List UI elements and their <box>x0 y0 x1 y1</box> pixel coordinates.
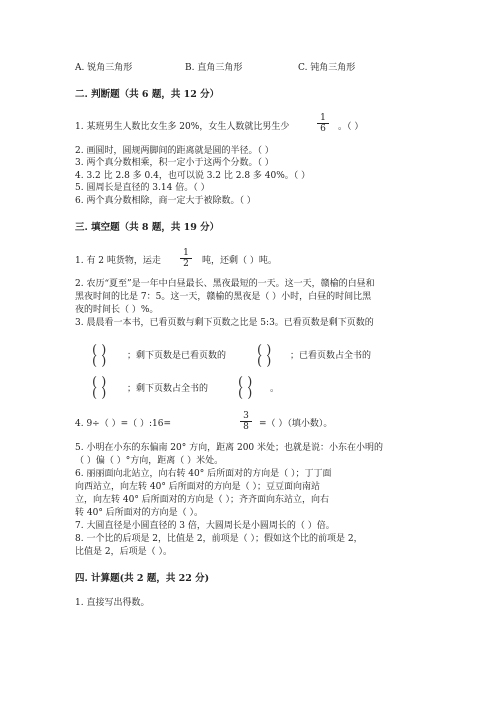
fraction-denominator: 2 <box>183 259 189 269</box>
fill-q5-line1: 5. 小明在小东的东偏南 20° 方向，距离 200 米处；也就是说：小东在小明的 <box>75 443 384 453</box>
judge-q1-answer: 。（ ） <box>338 122 364 132</box>
fill-q4-fraction <box>240 411 252 432</box>
fill-q3-part-c: ；剩下页数占全书的 <box>127 384 209 394</box>
choice-c: C. 钝角三角形 <box>298 63 356 73</box>
section-title-fill: 三. 填空题（共 8 题，共 19 分） <box>75 222 220 233</box>
section-title-judgement: 二. 判断题（共 6 题，共 12 分） <box>75 89 220 100</box>
fill-q2-line2: 黑夜时间的比是 7：5。这一天，赣榆的黑夜是（ ）小时，白昼的时间比黑 <box>75 292 372 302</box>
section-title-calc: 四. 计算题(共 2 题，共 22 分) <box>75 573 210 584</box>
fraction-denominator: 6 <box>320 124 326 134</box>
fill-q6-line4: 转 40° 后所面对的方向是（ ）。 <box>75 508 204 518</box>
fill-q8-line2: 比值是 2，后项是（ ）。 <box>75 547 172 557</box>
fraction-denominator: 8 <box>243 422 249 432</box>
fill-q1-answer: 吨，还剩（ ）吨。 <box>202 256 277 266</box>
judge-q1-fraction <box>317 113 329 134</box>
blank-fraction: ( ) ( ) <box>257 343 272 369</box>
fill-q2-line1: 2. 农历“夏至”是一年中白昼最长、黑夜最短的一天。这一天，赣榆的白昼和 <box>75 279 375 289</box>
judge-q2: 2. 画圆时，圆规两脚间的距离就是圆的半径。（ ） <box>75 146 274 156</box>
fill-q1-fraction <box>180 248 192 269</box>
fill-q3-part-a: ；剩下页数是已看页数的 <box>127 351 227 361</box>
fill-q6-line1: 6. 丽丽面向北站立，向右转 40° 后所面对的方向是（ ）；丁丁面 <box>75 469 332 479</box>
blank-fraction: ( ) ( ) <box>238 375 253 401</box>
fill-q1-text: 1. 有 2 吨货物，运走 <box>75 256 161 266</box>
fraction-numerator: 3 <box>240 411 252 422</box>
fraction-numerator: 1 <box>180 248 192 259</box>
fill-q8-line1: 8. 一个比的后项是 2，比值是 2，前项是（ ）；假如这个比的前项是 2， <box>75 534 363 544</box>
fill-q5-line2: （ ）偏（ ）°方向，距离（ ）米处。 <box>75 456 224 466</box>
calc-q1: 1. 直接写出得数。 <box>75 598 150 608</box>
fraction-numerator: 1 <box>317 113 329 124</box>
judge-q5: 5. 圆周长是直径的 3.14 倍。（ ） <box>75 183 210 193</box>
fill-q4-answer: =（ ）（填小数）。 <box>259 419 333 429</box>
fill-q6-line3: 立，向左转 40° 后所面对的方向是（ ）；齐齐面向东站立，向右 <box>75 495 330 505</box>
fill-q2-line3: 夜的时间长（ ）%。 <box>75 305 159 315</box>
judge-q3: 3. 两个真分数相乘，积一定小于这两个分数。（ ） <box>75 158 274 168</box>
blank-fraction: ( ) ( ) <box>92 375 107 401</box>
judge-q1-text: 1. 某班男生人数比女生多 20%，女生人数就比男生少 <box>75 122 290 132</box>
fill-q6-line2: 向西站立，向左转 40° 后所面对的方向是（ ）；豆豆面向南站 <box>75 482 321 492</box>
fill-q3-end: 。 <box>270 384 280 394</box>
judge-q6: 6. 两个真分数相除，商一定大于被除数。（ ） <box>75 196 256 206</box>
choice-b: B. 直角三角形 <box>185 63 243 73</box>
choice-a: A. 锐角三角形 <box>75 63 133 73</box>
fill-q4-text: 4. 9÷（ ）=（ ）:16= <box>75 419 172 429</box>
judge-q4: 4. 3.2 比 2.8 多 0.4，也可以说 3.2 比 2.8 多 40%。（ ） <box>75 171 311 181</box>
fill-q3-part-b: ；已看页数占全书的 <box>290 351 372 361</box>
fill-q3-line1: 3. 晨晨看一本书，已看页数与剩下页数之比是 5:3。已看页数是剩下页数的 <box>75 318 374 328</box>
blank-fraction: ( ) ( ) <box>92 343 107 369</box>
fill-q7: 7. 大圆直径是小圆直径的 3 倍，大圆周长是小圆周长的（ ）倍。 <box>75 521 335 531</box>
